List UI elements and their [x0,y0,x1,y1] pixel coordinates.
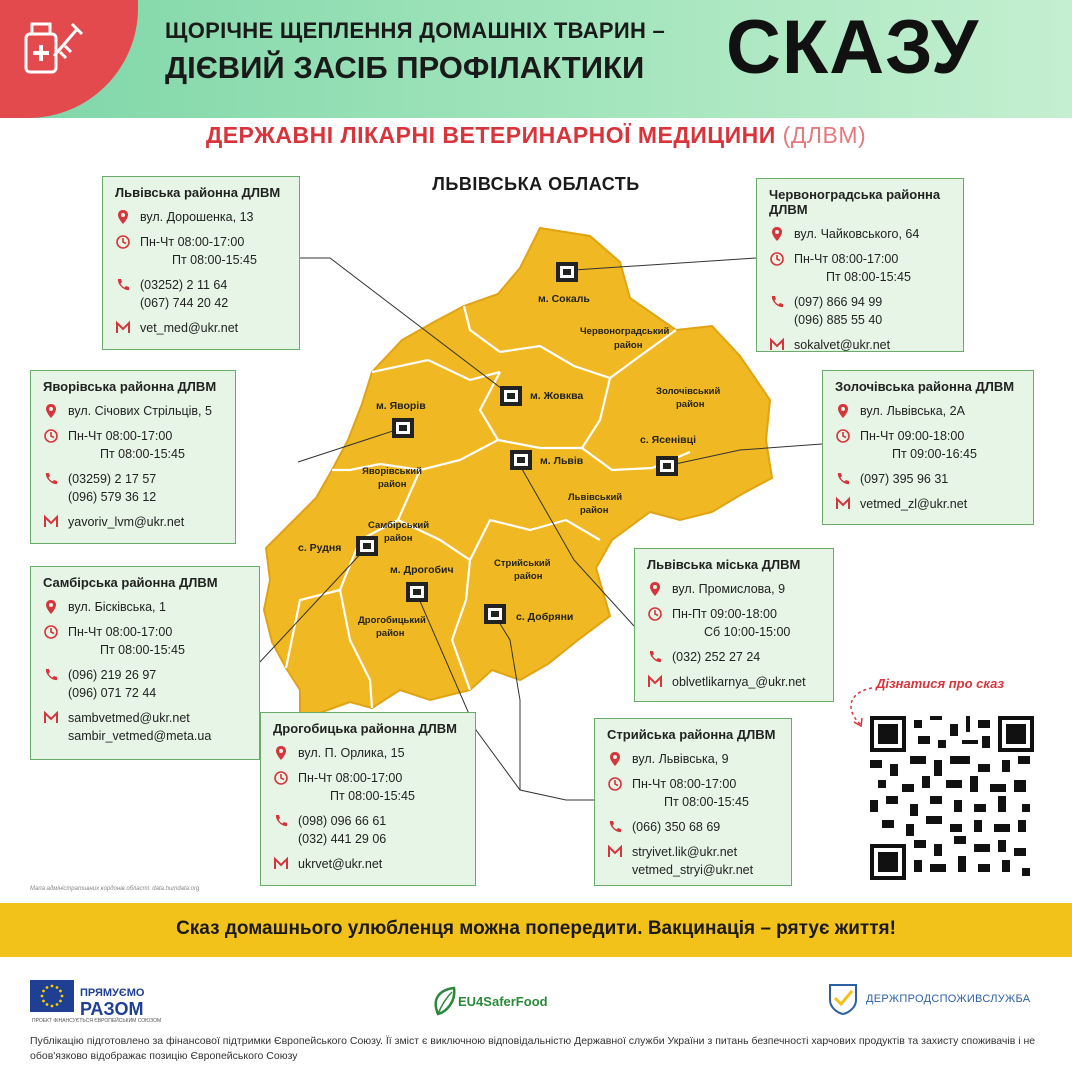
location-pin-icon [835,403,851,419]
eu-line-2: РАЗОМ [80,999,144,1019]
card-hours-2: Пт 08:00-15:45 [330,789,415,803]
phone-icon [647,649,663,665]
email-icon [607,844,623,860]
label-chervonohrad-r2: район [614,340,643,351]
label-stryi-r2: район [514,571,543,582]
clinic-marker-rudnia [356,536,378,556]
location-pin-icon [769,226,785,242]
card-phone-2: (067) 744 20 42 [140,296,229,310]
clinic-marker-yavoriv [392,418,414,438]
qr-caption: Дізнатися про сказ [876,676,1004,691]
clinic-marker-sokal [556,262,578,282]
card-yavorivska [30,370,236,544]
email-icon [647,674,663,690]
card-hours-1: Пн-Чт 08:00-17:00 [68,625,173,639]
clock-icon [769,251,785,267]
phone-icon [607,819,623,835]
card-address: вул. Львівська, 2А [860,404,965,418]
label-drohobych-r2: район [376,628,405,639]
clock-icon [43,624,59,640]
card-lvivska-miska [634,548,834,702]
card-address: вул. Промислова, 9 [672,582,786,596]
card-zolochivska [822,370,1034,525]
card-hours-1: Пн-Чт 08:00-17:00 [298,771,403,785]
label-yavoriv-r2: район [378,479,407,490]
label-zolochiv-r2: район [676,399,705,410]
card-phone-2: (096) 885 55 40 [794,313,883,327]
clock-icon [647,606,663,622]
card-phone-1: (096) 219 26 97 [68,668,157,682]
subtitle-abbr: (ДЛВМ) [782,122,867,148]
card-phone-1: (066) 350 68 69 [632,820,721,834]
card-hours-1: Пн-Чт 08:00-17:00 [68,429,173,443]
label-rudnia: с. Рудня [298,542,342,554]
location-pin-icon [43,403,59,419]
card-phone-2: (032) 441 29 06 [298,832,387,846]
card-address: вул. Січових Стрільців, 5 [68,404,212,418]
card-email-2[interactable]: vetmed_stryi@ukr.net [632,863,754,877]
eu-line-1: ПРЯМУЄМО [80,987,145,999]
card-email-1[interactable]: vet_med@ukr.net [140,321,239,335]
card-email-1[interactable]: vetmed_zl@ukr.net [860,497,968,511]
label-zolochiv-r1: Золочівський [656,386,721,397]
card-hours-2: Пт 08:00-15:45 [172,253,257,267]
clock-icon [115,234,131,250]
card-drohobytska [260,712,476,886]
location-pin-icon [115,209,131,225]
header-line-1: ЩОРІЧНЕ ЩЕПЛЕННЯ ДОМАШНІХ ТВАРИН – [165,18,666,43]
card-email-1[interactable]: oblvetlikarnya_@ukr.net [672,675,806,689]
card-address: вул. Чайковського, 64 [794,227,920,241]
label-stryi-r1: Стрийський [494,558,551,569]
card-email-1[interactable]: sambvetmed@ukr.net [68,711,190,725]
clinic-marker-yasenivtsi [656,456,678,476]
phone-icon [769,294,785,310]
clinic-marker-lviv [510,450,532,470]
qr-code[interactable] [870,716,1034,880]
label-dobriany: с. Добряни [516,611,574,623]
eu4saferfood-leaf-icon [430,984,458,1018]
clock-icon [835,428,851,444]
card-title: Львівська районна ДЛВМ [115,185,281,200]
clock-icon [43,428,59,444]
location-pin-icon [607,751,623,767]
card-phone-1: (032) 252 27 24 [672,650,761,664]
location-pin-icon [647,581,663,597]
card-stryiska [594,718,792,886]
card-hours-1: Пн-Чт 09:00-18:00 [860,429,965,443]
clinic-marker-dobriany [484,604,506,624]
card-title: Золочівська районна ДЛВМ [835,379,1015,394]
card-hours-1: Пн-Пт 09:00-18:00 [672,607,777,621]
card-phone-2: (096) 579 36 12 [68,490,157,504]
phone-icon [835,471,851,487]
label-yasenivtsi: с. Ясенівці [640,434,696,446]
region-title: ЛЬВІВСЬКА ОБЛАСТЬ [432,174,640,194]
location-pin-icon [43,599,59,615]
label-zhovkva: м. Жовква [530,390,584,402]
card-phone-1: (097) 866 94 99 [794,295,883,309]
clinic-marker-drohobych [406,582,428,602]
card-hours-2: Пт 08:00-15:45 [100,447,185,461]
eu4saferfood-logo: EU4SaferFood [458,994,548,1009]
card-title: Дрогобицька районна ДЛВМ [273,721,457,736]
card-phone-1: (098) 096 66 61 [298,814,387,828]
card-hours-2: Пт 09:00-16:45 [892,447,977,461]
card-email-1[interactable]: stryivet.lik@ukr.net [632,845,738,859]
clinic-marker-zhovkva [500,386,522,406]
card-email-2[interactable]: sambir_vetmed@meta.ua [68,729,212,743]
card-chervonohradska [756,178,964,352]
eu-logo-text [80,985,144,1017]
card-phone-1: (03252) 2 11 64 [140,278,228,292]
dps-logo-text: ДЕРЖПРОДСПОЖИВСЛУЖБА [866,993,1031,1005]
card-title: Стрийська районна ДЛВМ [607,727,776,742]
label-sokal: м. Сокаль [538,293,590,305]
phone-icon [273,813,289,829]
card-phone-2: (096) 071 72 44 [68,686,157,700]
card-sambirska [30,566,260,760]
card-title: Львівська міська ДЛВМ [647,557,801,572]
label-lviv-r1: Львівський [568,492,623,503]
subtitle-main: ДЕРЖАВНІ ЛІКАРНІ ВЕТЕРИНАРНОЇ МЕДИЦИНИ [205,122,776,148]
label-lviv: м. Львів [540,455,584,467]
clock-icon [607,776,623,792]
card-title: Яворівська районна ДЛВМ [43,379,217,394]
email-icon [273,856,289,872]
card-title: Червоноградська районна ДЛВМ [769,187,941,217]
footer-disclaimer: Публікацію підготовлено за фінансової підтримки Європейського Союзу. Її зміст є виключною відповідальністю Державної служби України з питань безпечності харчових продуктів та захисту споживачів і не обов'язково відображає позицію Європейського Союзу [30,1035,1036,1062]
label-drohobych-r1: Дрогобицький [358,615,426,626]
card-title: Самбірська районна ДЛВМ [43,575,218,590]
map-source-note: Мапа адміністративних кордонів області: data.humdata.org [30,886,200,892]
card-email-1[interactable]: ukrvet@ukr.net [298,857,383,871]
eu-flag-icon [30,980,74,1012]
card-email-1[interactable]: sokalvet@ukr.net [794,338,891,352]
card-phone-1: (03259) 2 17 57 [68,472,157,486]
email-icon [43,514,59,530]
label-chervonohrad-r1: Червоноградський [580,326,670,337]
eu-logo-small: ПРОЕКТ ФІНАНСУЄТЬСЯ ЄВРОПЕЙСЬКИМ СОЮЗОМ [32,1018,162,1024]
header-big-word: СКАЗУ [726,5,980,90]
phone-icon [43,471,59,487]
label-lviv-r2: район [580,505,609,516]
label-sambir-r1: Самбірський [368,520,430,531]
location-pin-icon [273,745,289,761]
card-hours-1: Пн-Чт 08:00-17:00 [140,235,245,249]
dps-shield-icon [826,982,860,1016]
card-hours-2: Пт 08:00-15:45 [826,270,911,284]
card-hours-2: Пт 08:00-15:45 [664,795,749,809]
label-yavoriv: м. Яворів [376,400,426,412]
card-address: вул. Львівська, 9 [632,752,729,766]
card-address: вул. Бісківська, 1 [68,600,166,614]
clock-icon [273,770,289,786]
card-lvivska-rayonna [102,176,300,350]
phone-icon [43,667,59,683]
card-phone-1: (097) 395 96 31 [860,472,949,486]
label-sambir-r2: район [384,533,413,544]
email-icon [115,320,131,336]
phone-icon [115,277,131,293]
card-email-1[interactable]: yavoriv_lvm@ukr.net [68,515,185,529]
card-hours-2: Сб 10:00-15:00 [704,625,791,639]
card-address: вул. П. Орлика, 15 [298,746,405,760]
email-icon [43,710,59,726]
header-line-2: ДІЄВИЙ ЗАСІБ ПРОФІЛАКТИКИ [165,50,645,85]
label-drohobych: м. Дрогобич [390,564,454,576]
label-yavoriv-r1: Яворівський [362,466,422,477]
slogan-text: Сказ домашнього улюбленця можна попередити. Вакцинація – рятує життя! [176,918,896,939]
card-hours-1: Пн-Чт 08:00-17:00 [632,777,737,791]
card-hours-1: Пн-Чт 08:00-17:00 [794,252,899,266]
card-address: вул. Дорошенка, 13 [140,210,254,224]
email-icon [835,496,851,512]
email-icon [769,337,785,353]
card-hours-2: Пт 08:00-15:45 [100,643,185,657]
